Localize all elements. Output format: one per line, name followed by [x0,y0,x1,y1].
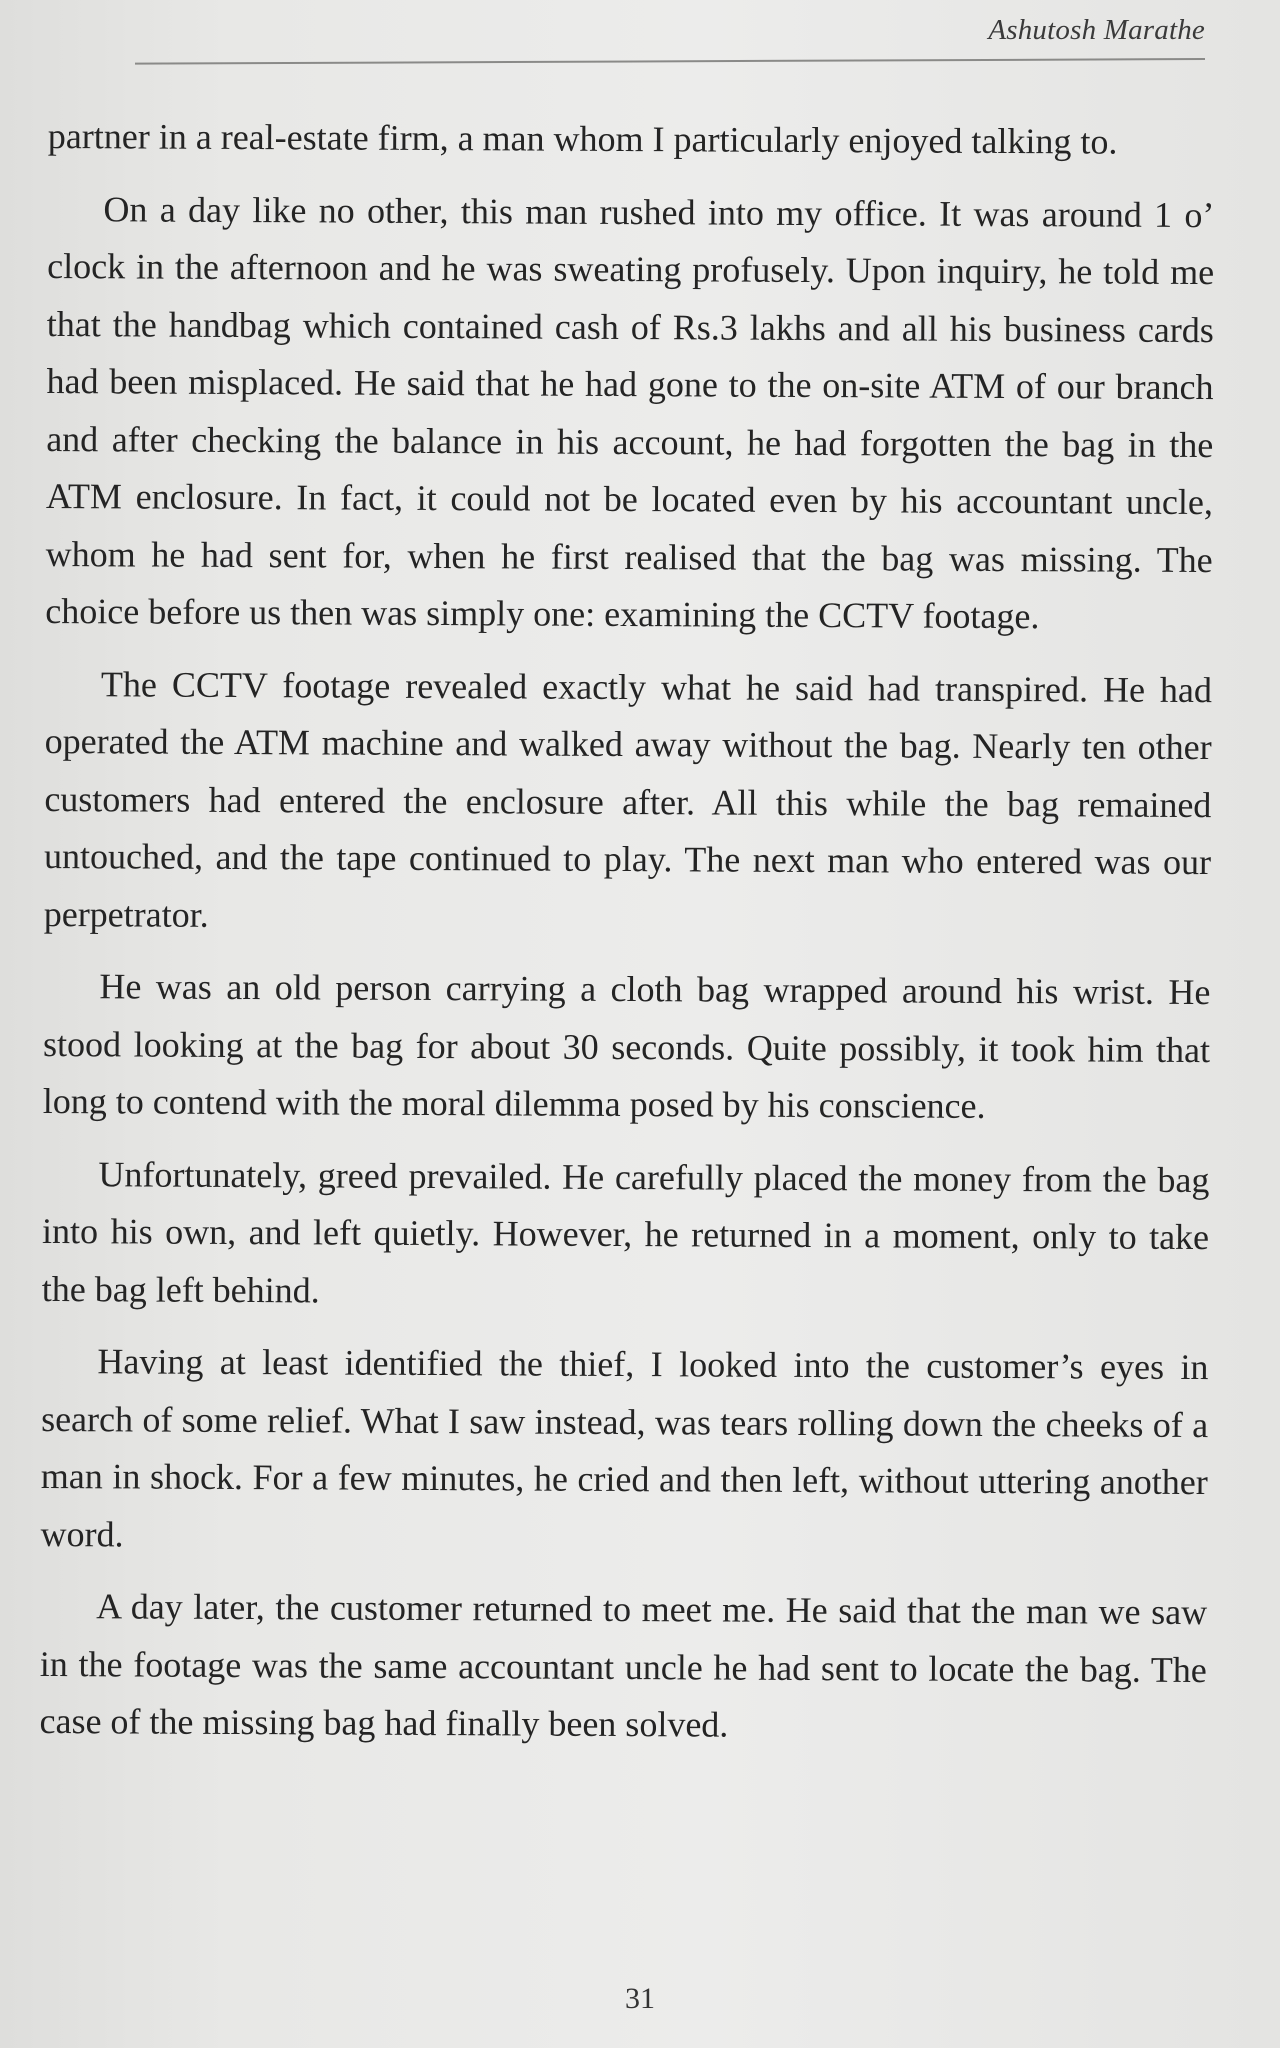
paragraph-continued: partner in a real-estate firm, a man whom I particularly enjoyed talking to. [47,115,1118,162]
header-rule [135,58,1205,65]
running-header [105,14,1205,60]
paragraph: He was an old person carrying a cloth bag wrapped around his wrist. He stood looking at the bag for about 30 seconds. Quite possibly, it took him that long to contend with the moral dilemma posed by his conscience. [42,966,1211,1126]
paragraph: The CCTV footage revealed exactly what he said had transpired. He had operated the ATM machine and walked away without the bag. Nearly ten other customers had entered the enclosure after. All this while the bag remained untouched, and the tape continued to play. The next man who entered was our perpetrator. [43,663,1213,935]
paragraph: Having at least identified the thief, I looked into the customer’s eyes in search of some relief. What I saw instead, was tears rolling down the cheeks of a man in shock. For a few minutes, he cried and then left, without uttering another word. [40,1341,1209,1554]
paragraph: Unfortunately, greed prevailed. He carefully placed the money from the bag into his own, and left quietly. However, he returned in a moment, only to take the bag left behind. [41,1153,1210,1310]
paragraph: A day later, the customer returned to meet me. He said that the man we saw in the footage was the same accountant uncle he had sent to locate the bag. The case of the missing bag had finally been solved. [39,1586,1208,1745]
paragraph: On a day like no other, this man rushed into my office. It was around 1 o’ clock in the afternoon and he was sweating profusely. Upon inquiry, he told me that the handbag which contained cash of Rs.3 lakhs and all his business cards had been misplaced. He said that he had gone to the on-site ATM of our branch and after checking the balance in his account, he had forgotten the bag in the ATM enclosure. In fact, it could not be located even by his accountant uncle, whom he had sent for, when he first realised that the bag was missing. The choice before us then was simply one: examining the CCTV footage. [45,188,1215,637]
page-body [39,108,1215,1772]
page-number: 31 [625,1982,655,2015]
header-author: Ashutosh Marathe [988,14,1205,46]
